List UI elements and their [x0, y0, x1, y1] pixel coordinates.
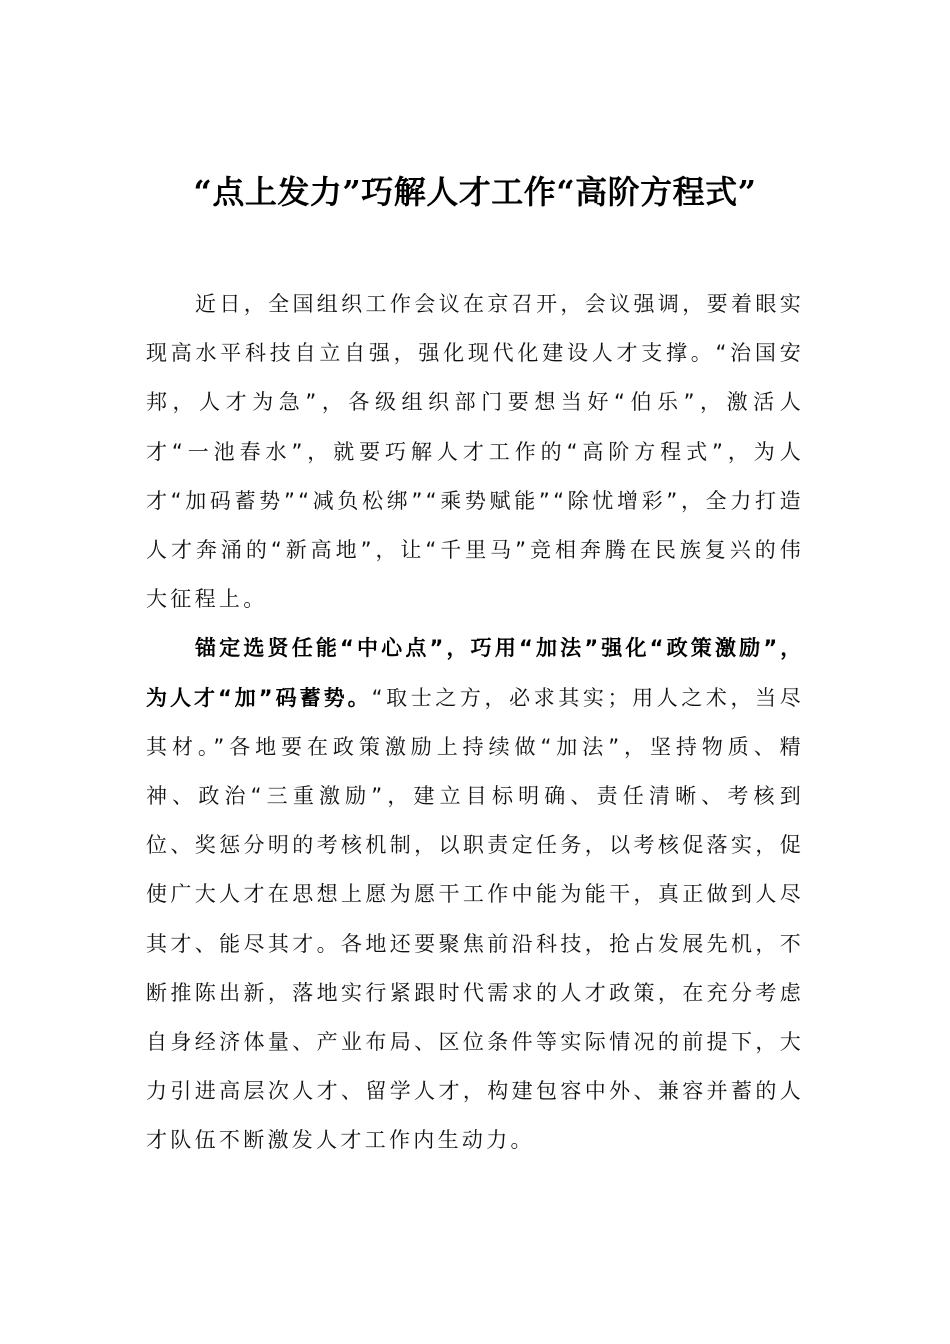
paragraph-addition-section — [146, 624, 804, 1165]
article-title: “点上发力”巧解人才工作“高阶方程式” — [193, 173, 757, 211]
paragraph-lead-heading: 锚定选贤任能“中心点”，巧用“加法”强化“政策激励”，为人才“加”码蓄势。 — [146, 636, 804, 710]
article-body — [146, 280, 804, 1166]
paragraph-text: “取士之方，必求其实；用人之术，当尽其材。”各地要在政策激励上持续做“加法”，坚持物质、精神、政治“三重激励”，建立目标明确、责任清晰、考核到位、奖惩分明的考核机制，以职责定任务，以考核促落实，促使广大人才在思想上愿为愿干工作中能为能干，真正做到人尽其才、能尽其才。各地还要聚焦前沿科技，抢占发展先机，不断推陈出新，落地实行紧跟时代需求的人才政策，在充分考虑自身经济体量、产业布局、区位条件等实际情况的前提下，大力引进高层次人才、留学人才，构建包容中外、兼容并蓄的人才队伍不断激发人才工作内生动力。 — [146, 685, 804, 1153]
paragraph-text: 近日，全国组织工作会议在京召开，会议强调，要着眼实现高水平科技自立自强，强化现代化建设人才支撑。“治国安邦，人才为急”，各级组织部门要想当好“伯乐”，激活人才“一池春水”，就要巧解人才工作的“高阶方程式”，为人才“加码蓄势”“减负松绑”“乘势赋能”“除忧增彩”，全力打造人才奔涌的“新高地”，让“千里马”竞相奔腾在民族复兴的伟大征程上。 — [146, 292, 804, 612]
paragraph-intro — [146, 280, 804, 624]
